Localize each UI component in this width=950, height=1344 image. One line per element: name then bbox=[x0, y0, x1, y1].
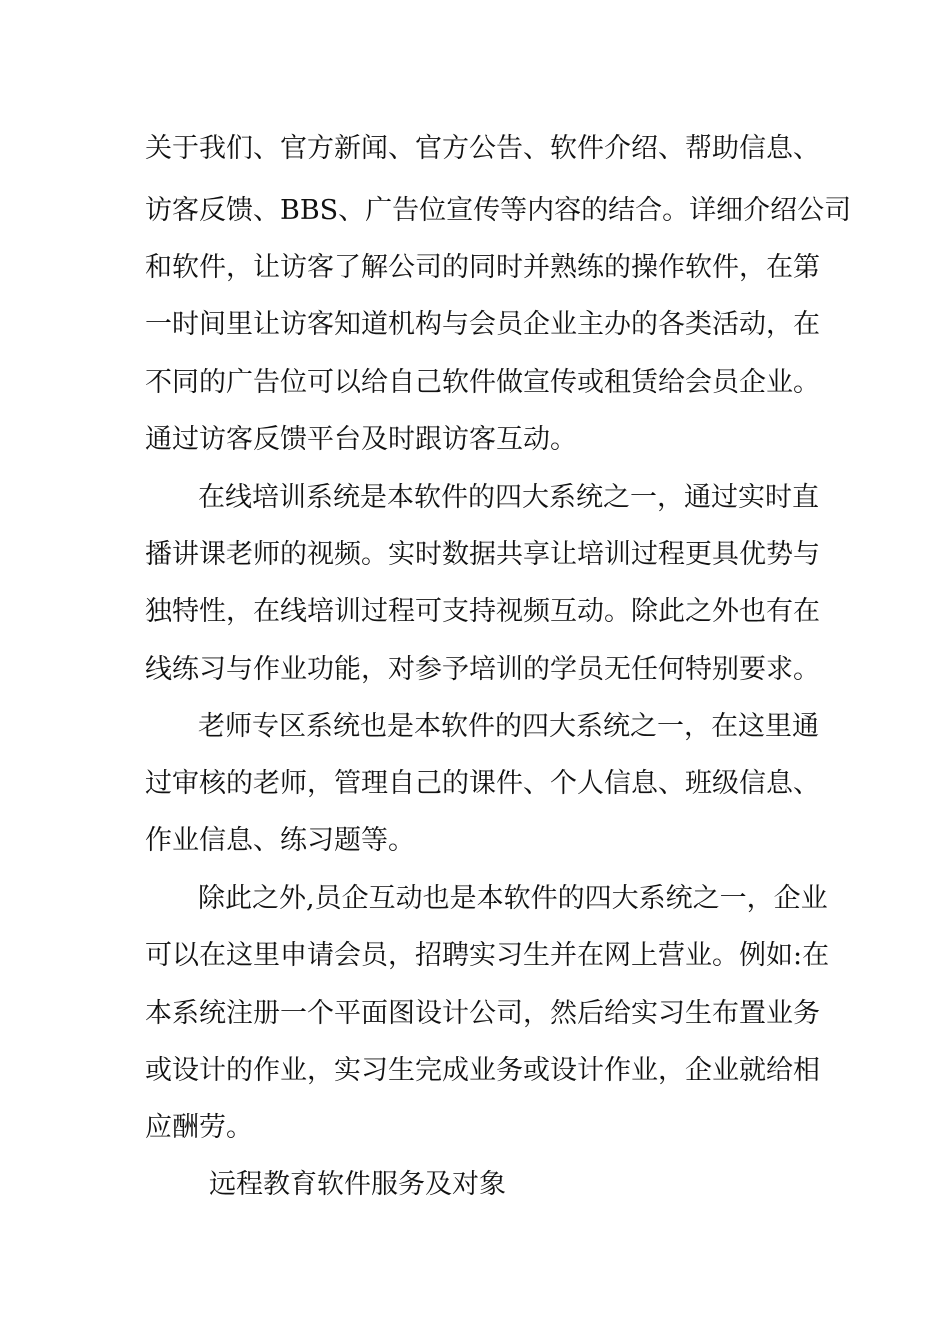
paragraph-3-line-3: 作业信息、练习题等。 bbox=[145, 825, 415, 856]
paragraph-2-line-4: 线练习与作业功能，对参予培训的学员无任何特别要求。 bbox=[145, 654, 820, 685]
paragraph-4-line-4: 或设计的作业，实习生完成业务或设计作业，企业就给相 bbox=[145, 1055, 820, 1086]
paragraph-4-line-3: 本系统注册一个平面图设计公司，然后给实习生布置业务 bbox=[145, 998, 820, 1029]
paragraph-4-line-1: 除此之外,员企互动也是本软件的四大系统之一，企业 bbox=[198, 883, 828, 914]
paragraph-1-line-4: 一时间里让访客知道机构与会员企业主办的各类活动，在 bbox=[145, 309, 820, 340]
paragraph-4-line-5: 应酬劳。 bbox=[145, 1112, 253, 1143]
section-heading: 远程教育软件服务及对象 bbox=[209, 1169, 506, 1200]
paragraph-1-line-5: 不同的广告位可以给自己软件做宣传或租赁给会员企业。 bbox=[145, 367, 820, 398]
paragraph-3-line-1: 老师专区系统也是本软件的四大系统之一，在这里通 bbox=[198, 711, 819, 742]
paragraph-1-line-3: 和软件，让访客了解公司的同时并熟练的操作软件，在第 bbox=[145, 252, 820, 283]
paragraph-2-line-3: 独特性，在线培训过程可支持视频互动。除此之外也有在 bbox=[145, 596, 820, 627]
paragraph-1-line-2: 访客反馈、BBS、广告位宣传等内容的结合。详细介绍公司 bbox=[145, 195, 852, 226]
paragraph-2-line-1: 在线培训系统是本软件的四大系统之一，通过实时直 bbox=[198, 482, 819, 513]
paragraph-4-line-2: 可以在这里申请会员，招聘实习生并在网上营业。例如:在 bbox=[145, 940, 830, 971]
paragraph-1-line-6: 通过访客反馈平台及时跟访客互动。 bbox=[145, 424, 577, 455]
paragraph-2-line-2: 播讲课老师的视频。实时数据共享让培训过程更具优势与 bbox=[145, 539, 820, 570]
paragraph-3-line-2: 过审核的老师，管理自己的课件、个人信息、班级信息、 bbox=[145, 768, 820, 799]
paragraph-1-line-1: 关于我们、官方新闻、官方公告、软件介绍、帮助信息、 bbox=[145, 133, 820, 164]
